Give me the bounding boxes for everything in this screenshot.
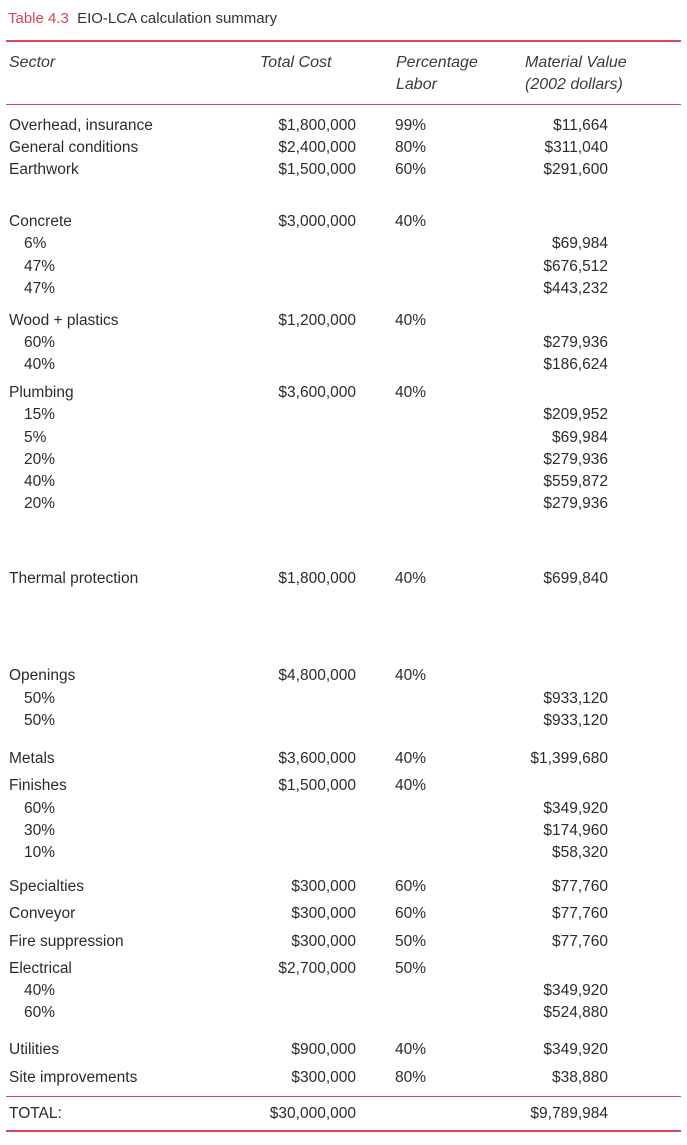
- sub-row: [0, 449, 687, 471]
- table-row: [0, 903, 687, 925]
- table-row: [0, 310, 687, 332]
- percentage-labor-cell: 40%: [395, 1041, 427, 1058]
- table-row: [0, 137, 687, 159]
- percentage-labor-cell: 40%: [395, 570, 427, 587]
- total-cost-cell: $1,500,000: [278, 777, 356, 794]
- material-value-cell: $77,760: [551, 933, 608, 950]
- total-top-rule: [6, 1096, 681, 1097]
- table-row: [0, 931, 687, 953]
- header-bottom-rule: [6, 104, 681, 105]
- percentage-labor-cell: 50%: [395, 933, 427, 950]
- sector-cell: Finishes: [9, 777, 67, 794]
- percentage-labor-cell: 60%: [395, 905, 427, 922]
- material-value-cell: $279,936: [543, 334, 608, 351]
- table-row: [0, 748, 687, 770]
- table-bottom-rule: [6, 1130, 681, 1132]
- total-cost-cell: $300,000: [291, 878, 356, 895]
- percentage-labor-cell: 80%: [395, 139, 427, 156]
- sub-row: [0, 980, 687, 1002]
- sector-cell: 40%: [24, 473, 56, 490]
- header-material-line1: Material Value: [525, 54, 627, 71]
- sector-cell: General conditions: [9, 139, 139, 156]
- material-value-cell: $349,920: [543, 982, 608, 999]
- sector-cell: 10%: [24, 844, 56, 861]
- sub-row: [0, 332, 687, 354]
- header-material-value: [525, 52, 627, 96]
- total-cost-cell: $1,500,000: [278, 161, 356, 178]
- table-row: [0, 382, 687, 404]
- sector-cell: Metals: [9, 750, 55, 767]
- sector-cell: 20%: [24, 495, 56, 512]
- material-value-cell: $699,840: [543, 570, 608, 587]
- sub-row: [0, 354, 687, 376]
- header-percentage-labor: [396, 52, 478, 96]
- sector-cell: 20%: [24, 451, 56, 468]
- sector-cell: Openings: [9, 667, 76, 684]
- header-percentage-line1: Percentage: [396, 54, 478, 71]
- sector-cell: 60%: [24, 334, 56, 351]
- sub-row: [0, 404, 687, 426]
- sector-cell: 6%: [24, 235, 47, 252]
- sector-cell: 15%: [24, 406, 56, 423]
- sector-cell: Specialties: [9, 878, 84, 895]
- sector-cell: Site improvements: [9, 1069, 138, 1086]
- table-caption: [8, 10, 277, 27]
- percentage-labor-cell: 40%: [395, 213, 427, 230]
- percentage-labor-cell: 99%: [395, 117, 427, 134]
- sector-cell: Thermal protection: [9, 570, 139, 587]
- material-value-cell: $443,232: [543, 280, 608, 297]
- total-cost-cell: $300,000: [291, 1069, 356, 1086]
- header-material-line2: (2002 dollars): [525, 76, 623, 93]
- total-label: TOTAL:: [9, 1105, 62, 1122]
- sub-row: [0, 798, 687, 820]
- total-value: $9,789,984: [530, 1105, 608, 1122]
- sub-row: [0, 842, 687, 864]
- percentage-labor-cell: 60%: [395, 878, 427, 895]
- material-value-cell: $279,936: [543, 495, 608, 512]
- material-value-cell: $311,040: [544, 139, 608, 156]
- material-value-cell: $209,952: [543, 406, 608, 423]
- total-cost-cell: $1,800,000: [278, 117, 356, 134]
- material-value-cell: $38,880: [551, 1069, 608, 1086]
- sector-cell: 60%: [24, 1004, 56, 1021]
- material-value-cell: $676,512: [543, 258, 608, 275]
- total-cost-cell: $300,000: [291, 905, 356, 922]
- header-sector: Sector: [9, 54, 56, 71]
- percentage-labor-cell: 50%: [395, 960, 427, 977]
- total-cost-cell: $300,000: [291, 933, 356, 950]
- sub-row: [0, 493, 687, 515]
- sub-row: [0, 471, 687, 493]
- material-value-cell: $58,320: [551, 844, 608, 861]
- total-cost-cell: $3,600,000: [278, 384, 356, 401]
- total-cost-cell: $1,800,000: [278, 570, 356, 587]
- table-row: [0, 115, 687, 137]
- total-cost-cell: $3,600,000: [278, 750, 356, 767]
- sub-row: [0, 256, 687, 278]
- sector-cell: 5%: [24, 429, 47, 446]
- sector-cell: 47%: [24, 280, 56, 297]
- total-cost-cell: $4,800,000: [278, 667, 356, 684]
- sector-cell: Overhead, insurance: [9, 117, 153, 134]
- sub-row: [0, 427, 687, 449]
- material-value-cell: $186,624: [543, 356, 608, 373]
- table-number: Table 4.3: [8, 10, 69, 27]
- sector-cell: 50%: [24, 690, 56, 707]
- material-value-cell: $11,664: [553, 117, 608, 134]
- total-cost: $30,000,000: [269, 1105, 356, 1122]
- table-row: [0, 211, 687, 233]
- table-row: [0, 775, 687, 797]
- material-value-cell: $1,399,680: [530, 750, 608, 767]
- sector-cell: 30%: [24, 822, 56, 839]
- table-row: [0, 1039, 687, 1061]
- percentage-labor-cell: 60%: [395, 161, 427, 178]
- sub-row: [0, 710, 687, 732]
- sector-cell: Concrete: [9, 213, 72, 230]
- material-value-cell: $291,600: [543, 161, 608, 178]
- header-percentage-line2: Labor: [396, 76, 437, 93]
- material-value-cell: $933,120: [543, 690, 608, 707]
- sub-row: [0, 1002, 687, 1024]
- percentage-labor-cell: 40%: [395, 667, 427, 684]
- sector-cell: Plumbing: [9, 384, 74, 401]
- sector-cell: Conveyor: [9, 905, 76, 922]
- total-cost-cell: $900,000: [291, 1041, 356, 1058]
- sector-cell: Electrical: [9, 960, 72, 977]
- sector-cell: Utilities: [9, 1041, 59, 1058]
- material-value-cell: $174,960: [543, 822, 608, 839]
- table-row: [0, 876, 687, 898]
- sector-cell: 50%: [24, 712, 56, 729]
- total-cost-cell: $2,400,000: [278, 139, 356, 156]
- sub-row: [0, 820, 687, 842]
- total-cost-cell: $2,700,000: [278, 960, 356, 977]
- sector-cell: Wood + plastics: [9, 312, 119, 329]
- total-row: [0, 1103, 687, 1125]
- sector-cell: 40%: [24, 982, 56, 999]
- header-total-cost: Total Cost: [260, 54, 332, 71]
- total-cost-cell: $1,200,000: [278, 312, 356, 329]
- material-value-cell: $349,920: [543, 800, 608, 817]
- total-cost-cell: $3,000,000: [278, 213, 356, 230]
- sub-row: [0, 688, 687, 710]
- percentage-labor-cell: 80%: [395, 1069, 427, 1086]
- material-value-cell: $77,760: [551, 878, 608, 895]
- material-value-cell: $69,984: [551, 429, 608, 446]
- material-value-cell: $349,920: [543, 1041, 608, 1058]
- material-value-cell: $69,984: [551, 235, 608, 252]
- table-row: [0, 1067, 687, 1089]
- material-value-cell: $524,880: [543, 1004, 608, 1021]
- sub-row: [0, 233, 687, 255]
- material-value-cell: $559,872: [543, 473, 608, 490]
- sector-cell: 60%: [24, 800, 56, 817]
- sector-cell: 40%: [24, 356, 56, 373]
- sector-cell: Fire suppression: [9, 933, 124, 950]
- percentage-labor-cell: 40%: [395, 384, 427, 401]
- header-top-rule: [6, 40, 681, 42]
- table-row: [0, 568, 687, 590]
- table-title: EIO-LCA calculation summary: [77, 10, 278, 27]
- percentage-labor-cell: 40%: [395, 750, 427, 767]
- material-value-cell: $933,120: [543, 712, 608, 729]
- percentage-labor-cell: 40%: [395, 777, 427, 794]
- material-value-cell: $77,760: [551, 905, 608, 922]
- sub-row: [0, 278, 687, 300]
- sector-cell: Earthwork: [9, 161, 79, 178]
- material-value-cell: $279,936: [543, 451, 608, 468]
- table-row: [0, 958, 687, 980]
- table-row: [0, 665, 687, 687]
- table-row: [0, 159, 687, 181]
- percentage-labor-cell: 40%: [395, 312, 427, 329]
- sector-cell: 47%: [24, 258, 56, 275]
